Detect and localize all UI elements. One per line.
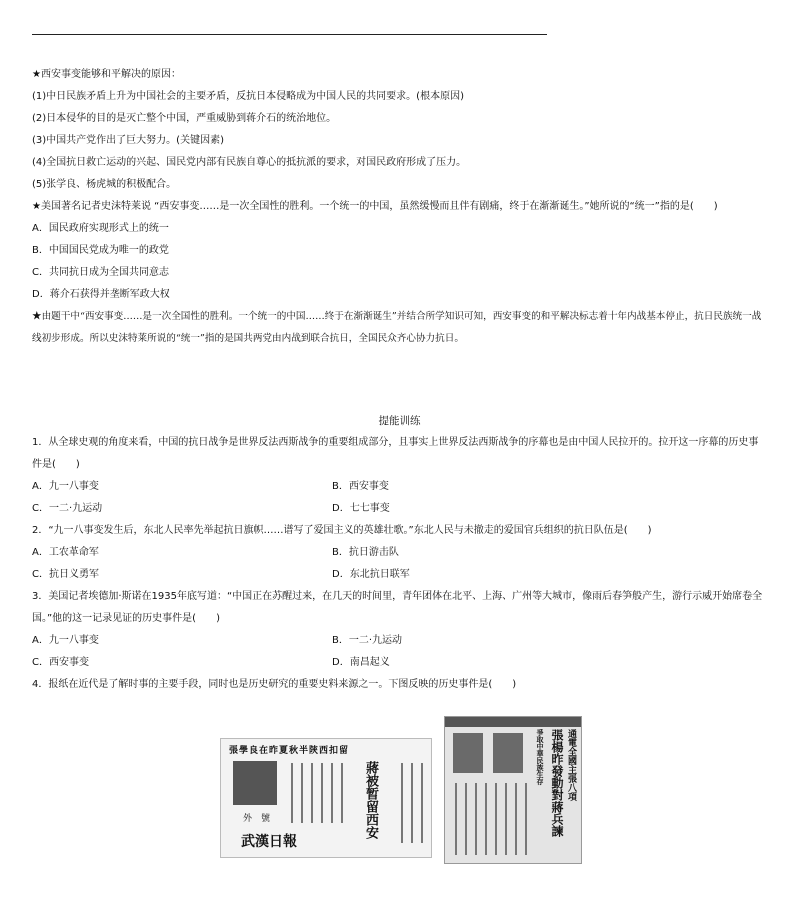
left-masthead: 武漢日報	[241, 834, 297, 850]
reason-item: (5)张学良、杨虎城的积极配合。	[32, 179, 177, 190]
option: C．西安事变	[32, 657, 89, 668]
left-headline: 蔣被暂留西安	[363, 761, 378, 839]
question-1-stem: 1．从全球史观的角度来看，中国的抗日战争是世界反法西斯战争的重要组成部分，且事实上世界反法西斯战争的序幕也是由中国人民拉开的。拉开这一序幕的历史事件是( )	[32, 437, 759, 470]
right-headline: 張楊昨發動對蔣兵諫	[550, 729, 564, 837]
option: C．抗日义勇军	[32, 569, 99, 580]
example-option-b: B．中国国民党成为唯一的政党	[32, 245, 169, 256]
option: A．九一八事变	[32, 481, 99, 492]
section-title: 提能训练	[378, 415, 421, 427]
question-3-stem: 3．美国记者埃德加·斯诺在1935年底写道：“中国正在苏醒过来，在几天的时间里，青年团体在北平、上海、广州等大城市，像雨后春笋般产生，游行示威开始席卷全国。”他的这一记录见证的历史事件是( )	[32, 591, 763, 624]
reason-item: (4)全国抗日救亡运动的兴起、国民党内部有民族自尊心的抵抗派的要求，对国民政府形成了压力。	[32, 157, 467, 168]
question-1-options	[32, 476, 767, 498]
question-2-options	[32, 564, 767, 586]
newspaper-left-image	[220, 738, 432, 858]
newspaper-right-image	[444, 716, 582, 864]
reason-item: (1)中日民族矛盾上升为中国社会的主要矛盾，反抗日本侵略成为中国人民的共同要求。(根本原因)	[32, 91, 464, 102]
option: B．西安事变	[332, 481, 389, 492]
reasons-title: ★西安事变能够和平解决的原因：	[32, 69, 181, 80]
example-option-a: A．国民政府实现形式上的统一	[32, 223, 169, 234]
example-option-c: C．共同抗日成为全国共同意志	[32, 267, 169, 278]
option: D．七七事变	[332, 503, 390, 514]
right-portrait-1	[453, 733, 483, 773]
option: B．一二·九运动	[332, 635, 403, 646]
option: A．工农革命军	[32, 547, 99, 558]
right-portrait-2	[493, 733, 523, 773]
option: D．南昌起义	[332, 657, 390, 668]
reason-item: (3)中国共产党作出了巨大努力。(关键因素)	[32, 135, 224, 146]
option: C．一二·九运动	[32, 503, 103, 514]
question-2-stem: 2．“九一八事变发生后，东北人民率先举起抗日旗帜……谱写了爱国主义的英雄壮歌。”东北人民与未撤走的爱国官兵组织的抗日队伍是( )	[32, 525, 652, 536]
document-body	[32, 64, 767, 696]
newspaper-figure	[220, 716, 580, 864]
right-top: 爭取中華民族生存	[536, 729, 545, 785]
option: D．东北抗日联军	[332, 569, 410, 580]
question-3-options	[32, 652, 767, 674]
option: B．抗日游击队	[332, 547, 399, 558]
header-rule	[32, 34, 547, 35]
reason-item: (2)日本侵华的目的是灭亡整个中国，严重威胁到蒋介石的统治地位。	[32, 113, 337, 124]
left-banner: 張學良在昨夏秋半陝西扣留	[229, 746, 350, 756]
question-4-stem: 4．报纸在近代是了解时事的主要手段，同时也是历史研究的重要史料来源之一。下图反映的历史事件是( )	[32, 679, 517, 690]
right-sub: 通電全國主張八項	[566, 729, 576, 801]
example-question: ★美国著名记者史沫特莱说 “西安事变……是一次全国性的胜利。一个统一的中国，虽然缓慢而且伴有剧痛，终于在渐渐诞生。”她所说的“统一”指的是( )	[32, 201, 718, 212]
example-option-d: D．蒋介石获得并垄断军政大权	[32, 289, 170, 300]
question-1-options	[32, 498, 767, 520]
example-explanation: ★由题干中“西安事变……是一次全国性的胜利。一个统一的中国……终于在渐渐诞生”并结合所学知识可知，西安事变的和平解决标志着十年内战基本停止，抗日民族统一战线初步形成。所以史沫特莱所说的“统一”指的是国共两党由内战到联合抗日，全国民众齐心协力抗日。	[32, 311, 762, 344]
option: A．九一八事变	[32, 635, 99, 646]
question-3-options	[32, 630, 767, 652]
left-photo	[233, 761, 277, 805]
left-extra: 外 號	[243, 814, 271, 824]
question-2-options	[32, 542, 767, 564]
